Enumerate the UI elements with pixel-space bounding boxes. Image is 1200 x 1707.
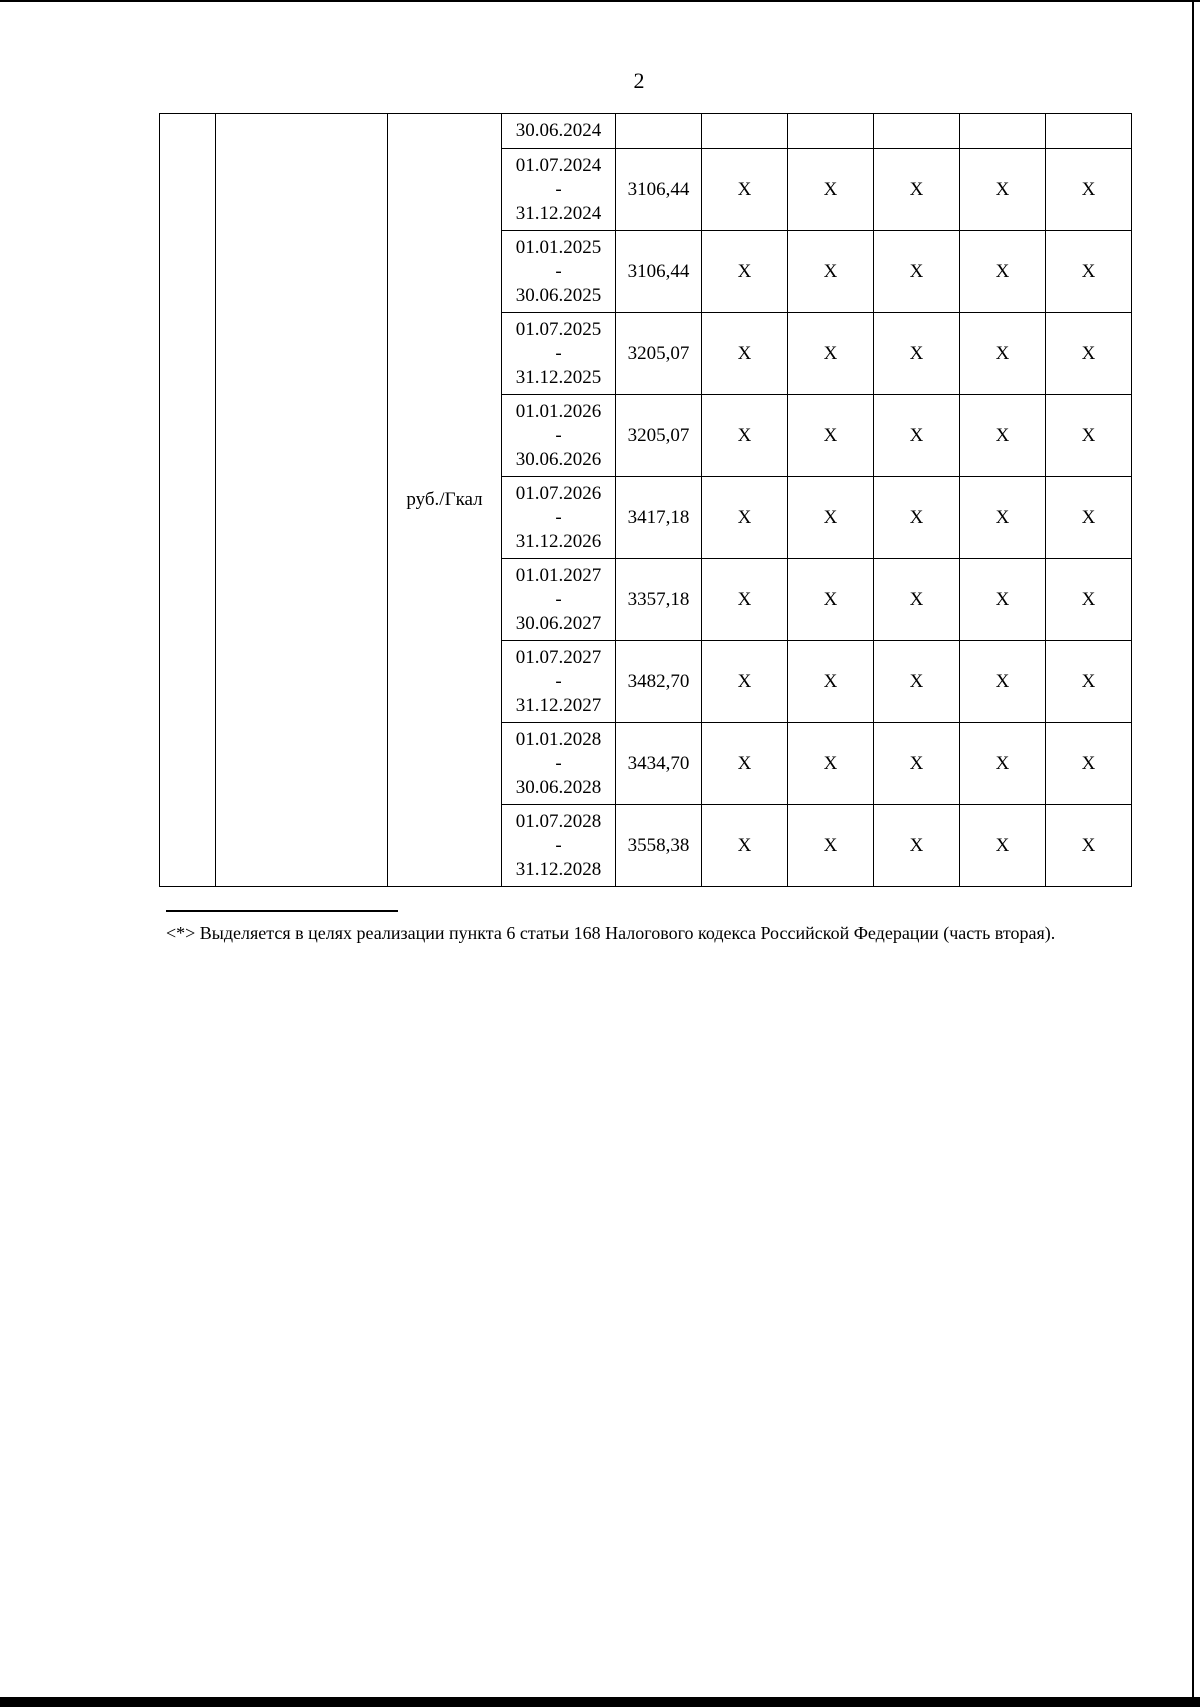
x-cell bbox=[874, 114, 960, 149]
period-sep: - bbox=[555, 588, 562, 610]
x-mark-cell: X bbox=[960, 149, 1046, 231]
period-to: 30.06.2025 bbox=[515, 284, 602, 306]
x-mark-cell: X bbox=[960, 805, 1046, 887]
scan-edge-bottom bbox=[0, 1697, 1200, 1707]
value-cell: 3106,44 bbox=[616, 231, 702, 313]
x-cell bbox=[1046, 114, 1132, 149]
x-mark-cell: X bbox=[1046, 641, 1132, 723]
tariff-table bbox=[159, 113, 1132, 887]
period-from: 01.01.2025 bbox=[515, 236, 602, 258]
period-cell: 30.06.2024 bbox=[502, 114, 616, 149]
x-mark-cell: X bbox=[1046, 395, 1132, 477]
x-mark-cell: X bbox=[788, 395, 874, 477]
period-to: 31.12.2025 bbox=[515, 366, 602, 388]
x-mark-cell: X bbox=[874, 559, 960, 641]
x-mark-cell: X bbox=[1046, 313, 1132, 395]
footnote-rule bbox=[166, 910, 398, 912]
unit-cell: руб./Гкал bbox=[388, 114, 502, 887]
page-number: 2 bbox=[633, 68, 645, 93]
period-cell bbox=[502, 395, 616, 477]
period-sep: - bbox=[555, 260, 562, 282]
x-mark-cell: X bbox=[960, 559, 1046, 641]
x-mark-cell: X bbox=[960, 723, 1046, 805]
period-from: 01.01.2026 bbox=[515, 400, 602, 422]
x-mark-cell: X bbox=[1046, 477, 1132, 559]
x-cell bbox=[960, 114, 1046, 149]
x-mark-cell: X bbox=[702, 723, 788, 805]
name-cell bbox=[216, 114, 388, 887]
tariff-table-body bbox=[160, 114, 1132, 887]
period-to: 31.12.2026 bbox=[515, 530, 602, 552]
x-mark-cell: X bbox=[874, 723, 960, 805]
period-to: 30.06.2028 bbox=[515, 776, 602, 798]
period-from: 01.07.2025 bbox=[515, 318, 602, 340]
period-to: 31.12.2028 bbox=[515, 858, 602, 880]
x-mark-cell: X bbox=[874, 149, 960, 231]
period-sep: - bbox=[555, 752, 562, 774]
period-from: 01.01.2028 bbox=[515, 728, 602, 750]
scan-edge-top bbox=[0, 0, 1200, 2]
x-mark-cell: X bbox=[874, 231, 960, 313]
x-mark-cell: X bbox=[788, 313, 874, 395]
value-cell: 3205,07 bbox=[616, 395, 702, 477]
x-mark-cell: X bbox=[874, 805, 960, 887]
x-mark-cell: X bbox=[788, 231, 874, 313]
x-mark-cell: X bbox=[960, 477, 1046, 559]
period-to: 30.06.2027 bbox=[515, 612, 602, 634]
period-to: 30.06.2026 bbox=[515, 448, 602, 470]
table-row bbox=[160, 114, 1132, 149]
period-sep: - bbox=[555, 670, 562, 692]
x-cell bbox=[788, 114, 874, 149]
value-cell: 3417,18 bbox=[616, 477, 702, 559]
footnote: <*> Выделяется в целях реализации пункта 6 статьи 168 Налогового кодекса Российской Федерации (часть вторая). bbox=[166, 923, 1056, 943]
period-sep: - bbox=[555, 834, 562, 856]
period-cell bbox=[502, 231, 616, 313]
x-mark-cell: X bbox=[1046, 723, 1132, 805]
period-from: 01.01.2027 bbox=[515, 564, 602, 586]
x-mark-cell: X bbox=[1046, 149, 1132, 231]
period-cell bbox=[502, 641, 616, 723]
value-cell: 3558,38 bbox=[616, 805, 702, 887]
x-mark-cell: X bbox=[874, 313, 960, 395]
period-to: 31.12.2027 bbox=[515, 694, 602, 716]
x-mark-cell: X bbox=[788, 149, 874, 231]
x-mark-cell: X bbox=[960, 231, 1046, 313]
index-cell bbox=[160, 114, 216, 887]
value-cell: 3482,70 bbox=[616, 641, 702, 723]
period-sep: - bbox=[555, 424, 562, 446]
x-mark-cell: X bbox=[788, 805, 874, 887]
x-mark-cell: X bbox=[702, 477, 788, 559]
period-cell bbox=[502, 477, 616, 559]
period-cell bbox=[502, 723, 616, 805]
x-mark-cell: X bbox=[702, 559, 788, 641]
period-from: 01.07.2024 bbox=[515, 154, 602, 176]
x-mark-cell: X bbox=[1046, 805, 1132, 887]
value-cell: 3357,18 bbox=[616, 559, 702, 641]
period-from: 01.07.2028 bbox=[515, 810, 602, 832]
x-mark-cell: X bbox=[874, 477, 960, 559]
x-mark-cell: X bbox=[788, 477, 874, 559]
period-cell bbox=[502, 559, 616, 641]
x-mark-cell: X bbox=[702, 805, 788, 887]
x-mark-cell: X bbox=[702, 641, 788, 723]
period-from: 01.07.2027 bbox=[515, 646, 602, 668]
x-mark-cell: X bbox=[960, 395, 1046, 477]
x-mark-cell: X bbox=[702, 231, 788, 313]
x-mark-cell: X bbox=[788, 559, 874, 641]
x-mark-cell: X bbox=[702, 149, 788, 231]
value-cell bbox=[616, 114, 702, 149]
period-from: 01.07.2026 bbox=[515, 482, 602, 504]
x-mark-cell: X bbox=[702, 395, 788, 477]
period-sep: - bbox=[555, 342, 562, 364]
x-mark-cell: X bbox=[788, 723, 874, 805]
value-cell: 3205,07 bbox=[616, 313, 702, 395]
x-mark-cell: X bbox=[1046, 231, 1132, 313]
x-mark-cell: X bbox=[702, 313, 788, 395]
period-to: 31.12.2024 bbox=[515, 202, 602, 224]
period-cell bbox=[502, 313, 616, 395]
x-mark-cell: X bbox=[960, 641, 1046, 723]
period-sep: - bbox=[555, 178, 562, 200]
x-mark-cell: X bbox=[1046, 559, 1132, 641]
x-mark-cell: X bbox=[874, 641, 960, 723]
value-cell: 3106,44 bbox=[616, 149, 702, 231]
period-cell bbox=[502, 149, 616, 231]
x-cell bbox=[702, 114, 788, 149]
x-mark-cell: X bbox=[874, 395, 960, 477]
period-cell bbox=[502, 805, 616, 887]
period-sep: - bbox=[555, 506, 562, 528]
value-cell: 3434,70 bbox=[616, 723, 702, 805]
scan-edge-right bbox=[1192, 0, 1194, 1707]
x-mark-cell: X bbox=[960, 313, 1046, 395]
x-mark-cell: X bbox=[788, 641, 874, 723]
